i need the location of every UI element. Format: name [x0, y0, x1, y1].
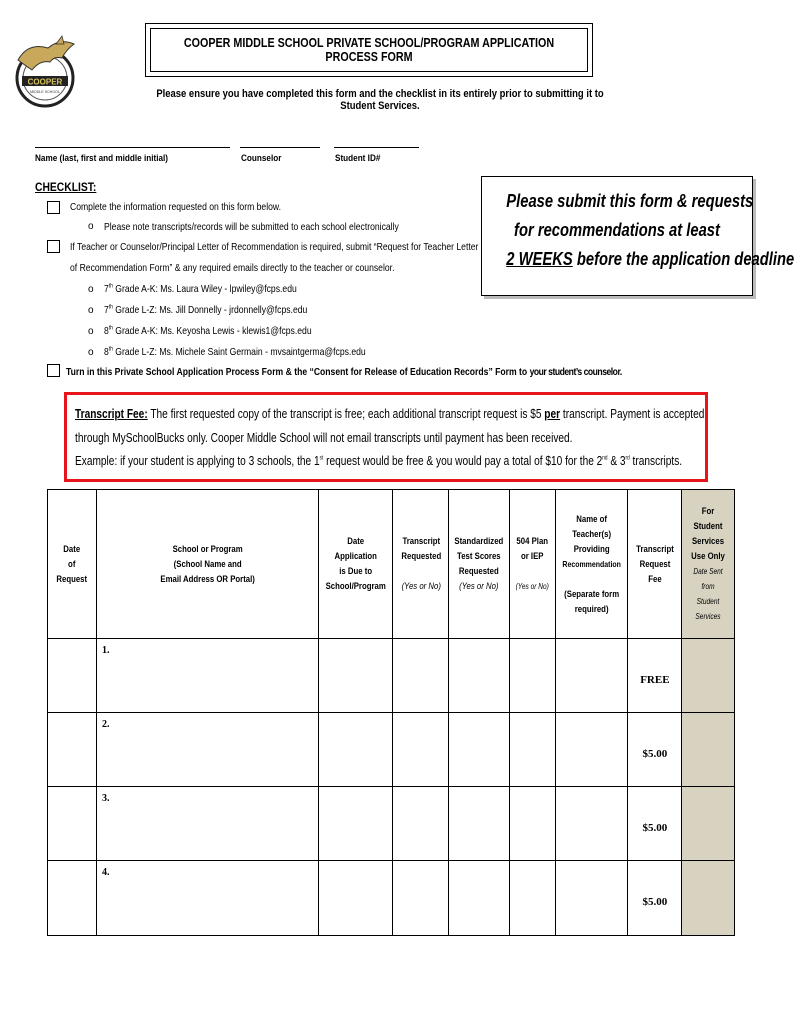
due-date-cell[interactable]	[319, 639, 393, 713]
deadline-notice	[481, 176, 794, 296]
date-cell[interactable]	[48, 713, 97, 787]
checklist-checkbox-3[interactable]	[47, 364, 60, 377]
checklist-checkbox-1[interactable]	[47, 201, 60, 214]
transcript-fee-notice	[64, 392, 708, 482]
test-scores-cell[interactable]	[449, 861, 510, 936]
contact-8th-l-z: 8th Grade L-Z: Ms. Michele Saint Germain - mvsaintgerma@fcps.edu	[104, 346, 366, 358]
application-request-table	[47, 489, 735, 936]
table-row	[48, 713, 735, 787]
contact-8th-a-k: 8th Grade A-K: Ms. Keyosha Lewis - klewis1@fcps.edu	[104, 325, 312, 337]
cooper-cougar-logo	[10, 30, 80, 110]
date-cell[interactable]	[48, 861, 97, 936]
header-504-iep: 504 Plan or IEP (Yes or No)	[510, 490, 556, 639]
date-cell[interactable]	[48, 787, 97, 861]
form-instruction: Please ensure you have completed this form and the checklist in its entirely prior to submitting it to Student Services.	[156, 88, 604, 112]
bullet-marker: o	[88, 347, 94, 358]
due-date-cell[interactable]	[319, 713, 393, 787]
form-title: COOPER MIDDLE SCHOOL PRIVATE SCHOOL/PROGRAM APPLICATION PROCESS FORM	[183, 36, 555, 64]
iep-cell[interactable]	[510, 861, 556, 936]
student-id-field[interactable]	[334, 146, 419, 148]
school-cell[interactable]: 4.	[97, 861, 319, 936]
student-services-cell	[682, 861, 735, 936]
due-date-cell[interactable]	[319, 861, 393, 936]
iep-cell[interactable]	[510, 713, 556, 787]
header-due-date: Date Application is Due to School/Program	[319, 490, 393, 639]
transcript-cell[interactable]	[393, 787, 449, 861]
checklist-item-2-line1: If Teacher or Counselor/Principal Letter of Recommendation is required, submit “Request for Teacher Letter	[70, 241, 479, 253]
teacher-cell[interactable]	[556, 787, 628, 861]
bullet-marker: o	[88, 284, 94, 295]
fee-cell: $5.00	[628, 861, 682, 936]
fee-cell: $5.00	[628, 787, 682, 861]
school-cell[interactable]: 2.	[97, 713, 319, 787]
fee-line-2: through MySchoolBucks only. Cooper Middle School will not email transcripts until payment has been received.	[75, 430, 573, 445]
bullet-marker: o	[88, 305, 94, 316]
table-row	[48, 861, 735, 936]
date-cell[interactable]	[48, 639, 97, 713]
due-date-cell[interactable]	[319, 787, 393, 861]
contact-7th-a-k: 7th Grade A-K: Ms. Laura Wiley - lpwiley@fcps.edu	[104, 283, 297, 295]
bullet-marker: o	[88, 326, 94, 337]
test-scores-cell[interactable]	[449, 639, 510, 713]
fee-cell: $5.00	[628, 713, 682, 787]
svg-text:COOPER: COOPER	[27, 77, 63, 87]
student-services-cell	[682, 787, 735, 861]
header-test-scores: Standardized Test Scores Requested (Yes or No)	[449, 490, 510, 639]
checklist-item-1-note: Please note transcripts/records will be submitted to each school electronically	[104, 221, 399, 233]
checklist-item-2-line2: of Recommendation Form” & any required emails directly to the teacher or counselor.	[70, 262, 395, 274]
iep-cell[interactable]	[510, 639, 556, 713]
school-cell[interactable]: 3.	[97, 787, 319, 861]
deadline-line-2: for recommendations at least	[514, 220, 720, 240]
name-field[interactable]	[35, 146, 230, 148]
form-title-box	[145, 23, 593, 77]
header-date: Date of Request	[48, 490, 97, 639]
teacher-cell[interactable]	[556, 861, 628, 936]
test-scores-cell[interactable]	[449, 713, 510, 787]
svg-text:MIDDLE SCHOOL: MIDDLE SCHOOL	[30, 90, 60, 94]
header-school: School or Program (School Name and Email Address OR Portal)	[97, 490, 319, 639]
transcript-cell[interactable]	[393, 861, 449, 936]
name-label: Name (last, first and middle initial)	[35, 153, 169, 164]
table-row	[48, 787, 735, 861]
contact-7th-l-z: 7th Grade L-Z: Ms. Jill Donnelly - jrdonnelly@fcps.edu	[104, 304, 308, 316]
deadline-line-1: Please submit this form & requests	[506, 191, 754, 211]
checklist-heading: CHECKLIST:	[35, 180, 97, 194]
transcript-cell[interactable]	[393, 639, 449, 713]
header-student-services-use: For Student Services Use Only Date Sent from Student Services	[682, 490, 735, 639]
transcript-cell[interactable]	[393, 713, 449, 787]
student-services-cell	[682, 639, 735, 713]
counselor-label: Counselor	[241, 153, 282, 164]
student-services-cell	[682, 713, 735, 787]
header-transcript-fee: Transcript Request Fee	[628, 490, 682, 639]
fee-cell: FREE	[628, 639, 682, 713]
bullet-marker: o	[88, 221, 94, 232]
iep-cell[interactable]	[510, 787, 556, 861]
fee-line-3: Example: if your student is applying to 3 schools, the 1st request would be free & you would pay a total of $10 for the 2nd & 3rd transcripts.	[75, 453, 683, 468]
school-cell[interactable]: 1.	[97, 639, 319, 713]
deadline-line-3: 2 WEEKS before the application deadline	[506, 249, 794, 269]
test-scores-cell[interactable]	[449, 787, 510, 861]
teacher-cell[interactable]	[556, 639, 628, 713]
checklist-checkbox-2[interactable]	[47, 240, 60, 253]
counselor-field[interactable]	[240, 146, 320, 148]
teacher-cell[interactable]	[556, 713, 628, 787]
header-transcript-requested: Transcript Requested (Yes or No)	[393, 490, 449, 639]
table-row	[48, 639, 735, 713]
checklist-item-3: Turn in this Private School Application Process Form & the “Consent for Release of Education Records” Form to your student’s counselor.	[66, 366, 622, 378]
checklist-item-1: Complete the information requested on this form below.	[70, 201, 282, 213]
fee-line-1: Transcript Fee: The first requested copy of the transcript is free; each additional transcript request is $5 per transcript. Payment is accepted	[75, 406, 705, 421]
header-teacher-recommendation: Name of Teacher(s) Providing Recommendation (Separate form required)	[556, 490, 628, 639]
student-id-label: Student ID#	[335, 153, 381, 164]
